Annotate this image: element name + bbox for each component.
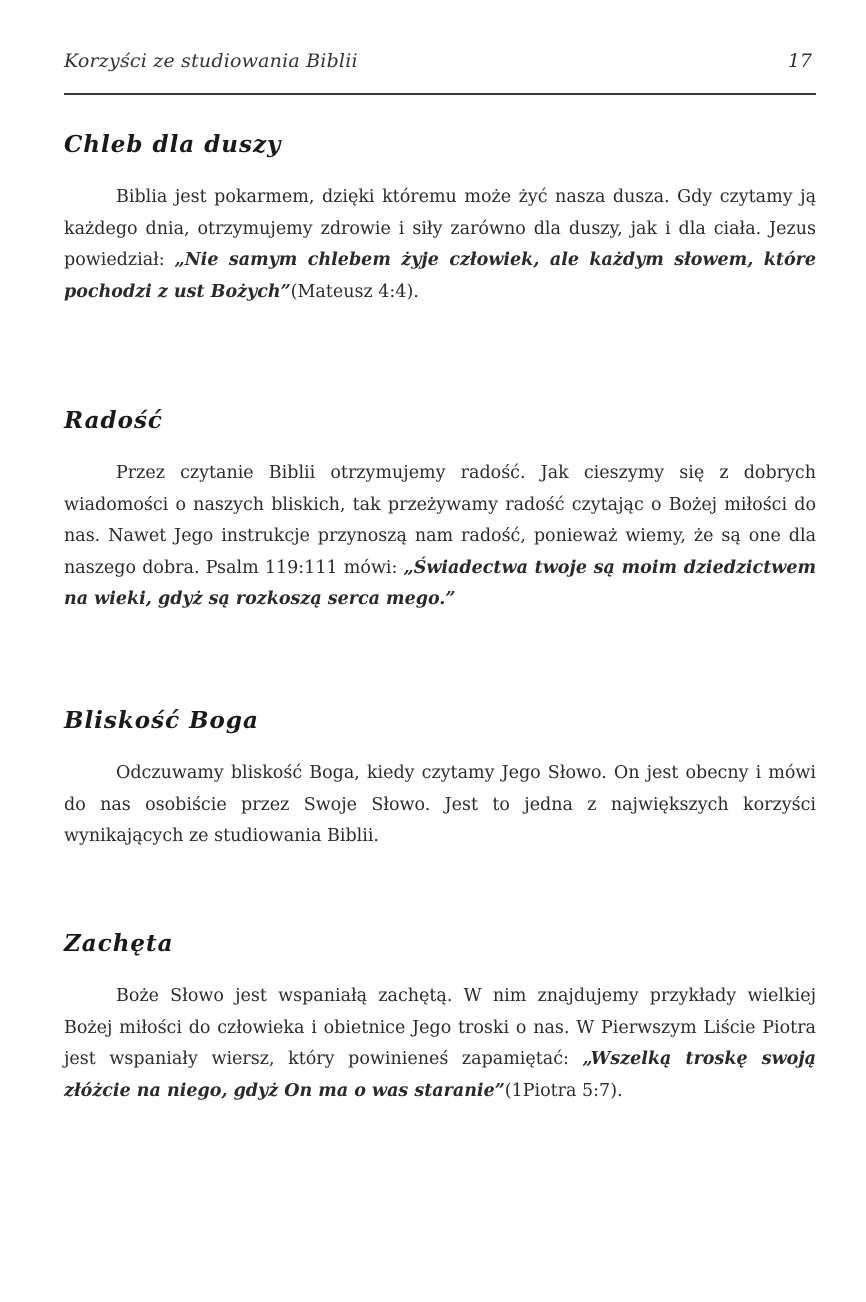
section-paragraph — [64, 458, 816, 616]
scripture-quote: „Świadectwa twoje są moim dziedzictwem na wieki, gdyż są rozkoszą serca mego.” — [64, 557, 816, 609]
section-heading: Zachęta — [64, 930, 174, 957]
scripture-quote: „Nie samym chlebem żyje człowiek, ale każdym słowem, które pochodzi z ust Bożych” — [64, 250, 816, 302]
header-rule — [64, 93, 816, 95]
section-heading: Bliskość Boga — [64, 707, 259, 734]
section-zacheta — [64, 929, 816, 1107]
section-heading: Chleb dla duszy — [64, 131, 282, 158]
running-head — [64, 50, 816, 82]
section-paragraph — [64, 758, 816, 853]
section-paragraph — [64, 182, 816, 308]
section-bliskosc-boga — [64, 706, 816, 853]
section-radosc — [64, 406, 816, 616]
section-heading: Radość — [64, 407, 163, 434]
paragraph-text: Biblia jest pokarmem, dzięki któremu może żyć nasza dusza. Gdy czytamy ją każdego dnia, otrzymujemy zdrowie i siły zarówno dla duszy, jak i dla ciała. Jezus powiedział: — [64, 187, 816, 270]
section-chleb-dla-duszy — [64, 130, 816, 308]
scripture-citation: (1Piotra 5:7). — [504, 1080, 623, 1101]
running-title: Korzyści ze studiowania Biblii — [64, 50, 358, 72]
paragraph-text: Odczuwamy bliskość Boga, kiedy czytamy Jego Słowo. On jest obecny i mówi do nas osobiście przez Swoje Słowo. Jest to jedna z największych korzyści wynikających ze studiowania Biblii. — [64, 763, 816, 846]
page-number: 17 — [787, 50, 812, 72]
scripture-quote: „Wszelką troskę swoją złóżcie na niego, gdyż On ma o was staranie” — [64, 1049, 816, 1101]
section-paragraph — [64, 981, 816, 1107]
scripture-citation: (Mateusz 4:4). — [290, 281, 419, 302]
paragraph-text: Przez czytanie Biblii otrzymujemy radość. Jak cieszymy się z dobrych wiadomości o naszych bliskich, tak przeżywamy radość czytając o Bożej miłości do nas. Nawet Jego instrukcje przynoszą nam radość, ponieważ wiemy, że są one dla naszego dobra. Psalm 119:111 mówi: — [64, 463, 816, 578]
paragraph-text: Boże Słowo jest wspaniałą zachętą. W nim znajdujemy przykłady wielkiej Bożej miłości do człowieka i obietnice Jego troski o nas. W Pierwszym Liście Piotra jest wspaniały wiersz, który powinieneś zapamiętać: — [64, 986, 816, 1069]
